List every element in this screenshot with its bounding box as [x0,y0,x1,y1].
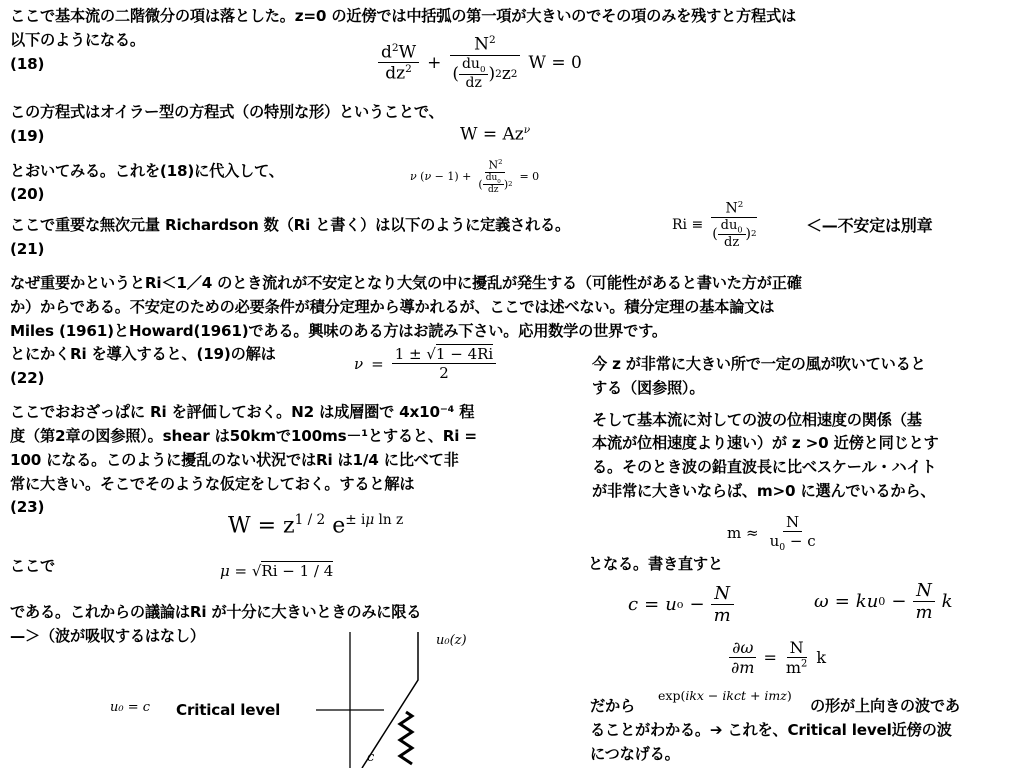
para4-line1: ここで重要な無次元量 Richardson 数（Ri と書く）は以下のように定義される。 [10,216,571,234]
c-label: c [367,750,375,765]
eq18-plus: + [427,52,442,73]
para7-label: ここで [10,557,55,575]
right2-line3: る。そのとき波の鉛直波長に比べスケール・ハイト [592,458,937,476]
equation-18 [378,34,582,91]
eq21-label: (21) [10,240,45,258]
para2-line1: この方程式はオイラー型の方程式（の特別な形）ということで、 [10,103,444,121]
eq22-label: (22) [10,369,45,387]
right1-line1: 今 z が非常に大きい所で一定の風が吹いていると [592,355,926,373]
equation-derivative: $\frac{\partial\omega}{\partial m}$ = $\frac{N}{m^2}$ k [731,638,827,677]
eq18-tail: W = 0 [528,52,582,73]
para5-line2: か）からである。不安定のための必要条件が積分定理から導かれるが、ここでは述べない。積分定理の基本論文は [10,298,775,316]
note-unstable: ＜—不安定は別章 [806,216,933,235]
u0z-label: u₀(z) [436,633,467,648]
equation-20: ν (ν − 1) + $N^2$ ( $\frac{du_0}{dz}$ ) 2 = 0 [410,158,540,196]
equation-21: Ri ≡ $N^2$ ( $\frac{du_0}{dz}$ ) 2 [672,200,757,251]
right1-line2: する（図参照）。 [592,379,705,397]
right4-line3: につなげる。 [590,745,680,763]
para6-line3: 100 になる。このように擾乱のない状況ではRi は1/4 に比べて非 [10,451,459,469]
equation-mu: μ = √Ri − 1 / 4 [220,562,334,580]
right4-dakara: だから [590,697,635,715]
eq20-label: (20) [10,185,45,203]
critical-level-label: Critical level [176,701,281,719]
right2-line1: そして基本流に対しての波の位相速度の関係（基 [592,411,922,429]
para3-line1: とおいてみる。これを(18)に代入して、 [10,162,284,180]
eq18-lhs-fraction: $\frac{d^2W}{dz^2}$ [378,42,419,84]
eq23-label: (23) [10,498,45,516]
para5-line1: なぜ重要かというとRi＜1／4 のとき流れが不安定となり大気の中に擾乱が発生する（可能性があると書いた方が正確 [10,274,802,292]
equation-23: $W = z^{1 / 2}$ $e^{\pm i\mu ln z}$ [228,512,404,539]
para1-line1: ここで基本流の二階微分の項は落とした。z=0 の近傍では中括弧の第一項が大きいのでその項のみを残すと方程式は [10,7,796,25]
right3-line1: となる。書き直すと [588,555,723,573]
wave-zigzag [400,712,412,764]
right2-line2: 本流が位相速度より速い）が z >0 近傍と同じとす [592,434,939,452]
para6-line2: 度（第2章の図参照）。shear は50kmで100ms－¹とすると、Ri = [10,427,477,445]
eq18-label: (18) [10,55,45,73]
para6-line4: 常に大きい。そこでそのような仮定をしておく。すると解は [10,475,415,493]
critical-level-figure [300,628,460,768]
exp-expression: exp(ikx − ikct + imz) [658,688,792,703]
para5-line4: とにかくRi を導入すると、(19)の解は [10,345,276,363]
para6-line1: ここでおおざっぱに Ri を評価しておく。N2 は成層圏で 4x10⁻⁴ 程 [10,403,475,421]
equation-19: $W = Az^\nu$ [460,124,531,145]
equation-m: m ≈ $\frac{N}{u_0 - c}$ [727,513,816,553]
equation-omega: ω = ku 0 − $\frac{N}{m}$ k [814,580,953,623]
equation-22: ν = $\frac{1 \pm √1 - 4Ri}{2}$ [354,345,496,382]
para8-line1: である。これからの議論はRi が十分に大きいときのみに限る [10,603,422,621]
eq19-label: (19) [10,127,45,145]
eq18-rhs-fraction: $N^2$ ( $\frac{du_0}{dz}$ ) 2 z 2 [449,34,520,91]
right4-line1-tail: の形が上向きの波であ [810,697,960,715]
u0c-label: u₀ = c [110,700,151,715]
right4-line2: ることがわかる。➔ これを、Critical level近傍の波 [590,721,952,739]
para1-line2: 以下のようになる。 [10,31,145,49]
right2-line4: が非常に大きいならば、m>0 に選んでいるから、 [592,482,936,500]
para8-line2: —＞（波が吸収するはなし） [10,627,205,645]
equation-c: c = u o − $\frac{N}{m}$ [628,583,734,626]
para5-line3: Miles (1961)とHoward(1961)である。興味のある方はお読み下さい。応用数学の世界です。 [10,322,667,340]
